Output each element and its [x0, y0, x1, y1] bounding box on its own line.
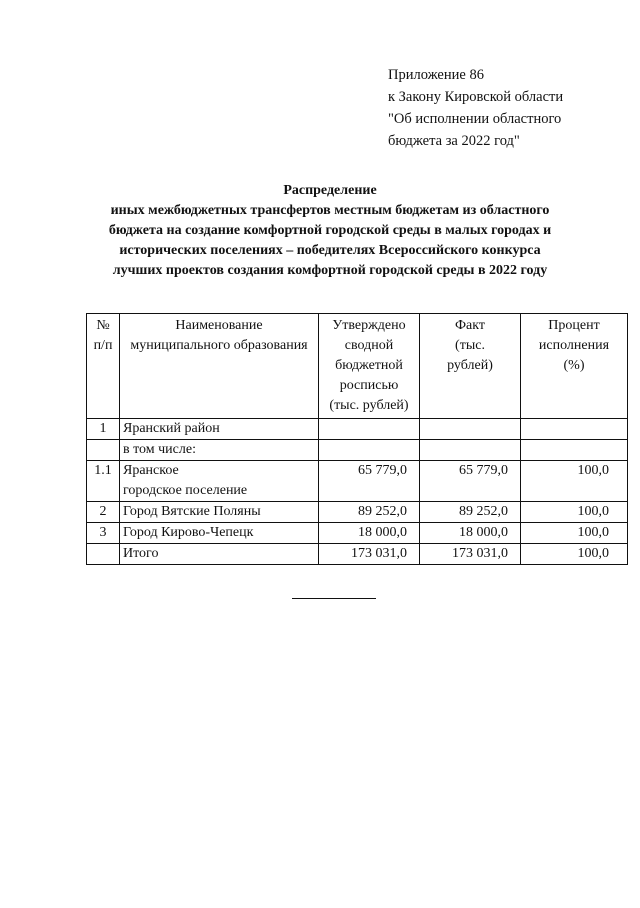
- row-percent: 100,0: [521, 523, 628, 544]
- header-percent: Процент исполнения (%): [521, 314, 628, 419]
- row-percent: 100,0: [521, 544, 628, 565]
- row-fact: 173 031,0: [420, 544, 521, 565]
- closing-rule: [292, 598, 376, 599]
- row-fact: [420, 440, 521, 461]
- title-line: лучших проектов создания комфортной городской среды в 2022 году: [112, 263, 548, 278]
- row-fact: 18 000,0: [420, 523, 521, 544]
- table-row: [87, 502, 628, 523]
- row-percent: [521, 440, 628, 461]
- title-line: исторических поселениях – победителях Всероссийского конкурса: [119, 243, 541, 258]
- row-no: 1.1: [87, 461, 120, 502]
- row-name: Город Кирово-Чепецк: [120, 523, 319, 544]
- row-approved: 18 000,0: [319, 523, 420, 544]
- row-fact: [420, 419, 521, 440]
- row-approved: 65 779,0: [319, 461, 420, 502]
- header-approved: Утверждено сводной бюджетной росписью (тыс. рублей): [319, 314, 420, 419]
- annex-line: "Об исполнении областного: [388, 111, 562, 127]
- row-fact: 89 252,0: [420, 502, 521, 523]
- annex-block: [388, 64, 563, 152]
- row-no: 3: [87, 523, 120, 544]
- header-fact: Факт (тыс. рублей): [420, 314, 521, 419]
- row-percent: 100,0: [521, 461, 628, 502]
- row-name: в том числе:: [120, 440, 319, 461]
- table-row: [87, 419, 628, 440]
- row-percent: [521, 419, 628, 440]
- document-title: [80, 181, 580, 281]
- header-name: Наименование муниципального образования: [120, 314, 319, 419]
- row-fact: 65 779,0: [420, 461, 521, 502]
- table-row: [87, 461, 628, 502]
- row-percent: 100,0: [521, 502, 628, 523]
- row-approved: [319, 440, 420, 461]
- row-name: Город Вятские Поляны: [120, 502, 319, 523]
- header-no: № п/п: [87, 314, 120, 419]
- title-heading: Распределение: [283, 183, 377, 198]
- row-no: [87, 440, 120, 461]
- distribution-table: [86, 313, 628, 565]
- annex-line: бюджета за 2022 год": [388, 133, 520, 149]
- title-line: бюджета на создание комфортной городской среды в малых городах и: [108, 223, 552, 238]
- row-no: 2: [87, 502, 120, 523]
- table-header-row: [87, 314, 628, 419]
- row-approved: 89 252,0: [319, 502, 420, 523]
- row-no: 1: [87, 419, 120, 440]
- row-no: [87, 544, 120, 565]
- annex-line: Приложение 86: [388, 67, 484, 83]
- table-row: [87, 440, 628, 461]
- table-total-row: [87, 544, 628, 565]
- row-approved: [319, 419, 420, 440]
- table-row: [87, 523, 628, 544]
- row-approved: 173 031,0: [319, 544, 420, 565]
- row-name: Яранский район: [120, 419, 319, 440]
- annex-line: к Закону Кировской области: [388, 89, 564, 105]
- row-name: Яранское городское поселение: [120, 461, 319, 502]
- title-line: иных межбюджетных трансфертов местным бюджетам из областного: [110, 203, 550, 218]
- row-name: Итого: [120, 544, 319, 565]
